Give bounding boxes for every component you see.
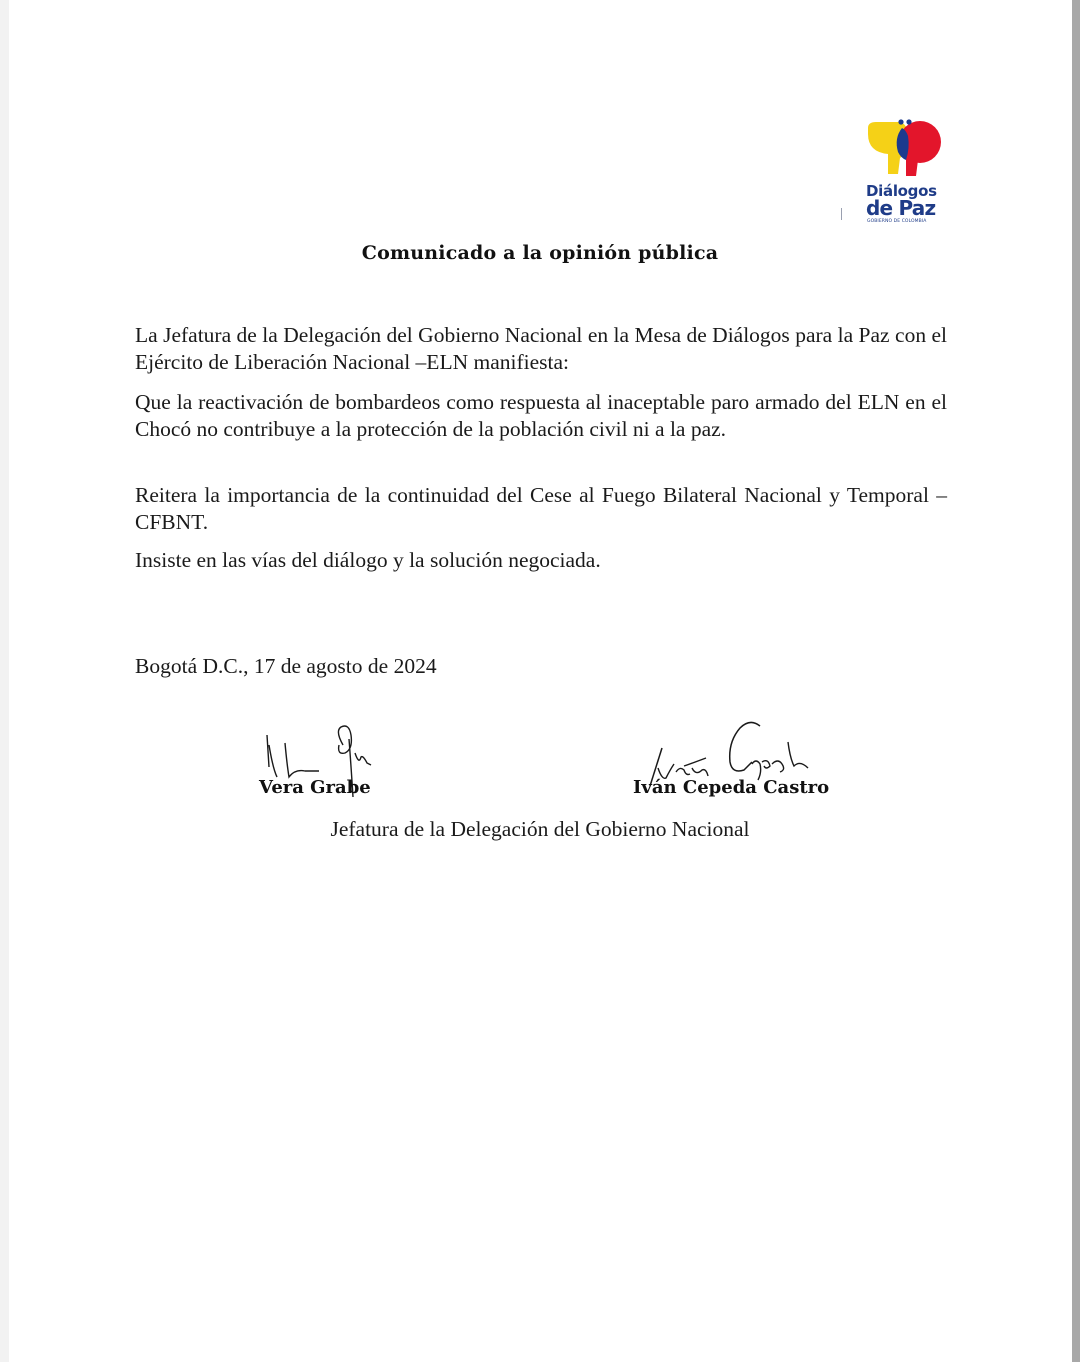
paragraph-intro: La Jefatura de la Delegación del Gobierno Nacional en la Mesa de Diálogos para la Paz con el Ejército de Liberación Nacional –ELN manifiesta: xyxy=(135,323,947,374)
signatory-name-ivan-cepeda-castro: Iván Cepeda Castro xyxy=(633,777,830,798)
dialogos-de-paz-logo-icon xyxy=(864,118,944,180)
dialogos-de-paz-logo xyxy=(862,118,946,228)
logo-artifact-mark xyxy=(841,208,842,220)
place-date: Bogotá D.C., 17 de agosto de 2024 xyxy=(135,654,437,678)
signatory-role: Jefatura de la Delegación del Gobierno Nacional xyxy=(330,817,750,841)
page-edge-left xyxy=(0,0,9,1362)
paragraph-bombardeos: Que la reactivación de bombardeos como respuesta al inaceptable paro armado del ELN en el Chocó no contribuye a la protección de la población civil ni a la paz. xyxy=(135,390,947,441)
logo-text-dialogos: Diálogos xyxy=(866,182,937,200)
logo-text-de-paz: de Paz xyxy=(866,196,936,220)
page-edge-right xyxy=(1072,0,1080,1362)
logo-subtitle: GOBIERNO DE COLOMBIA xyxy=(867,219,927,224)
signatory-name-vera-grabe: Vera Grabe xyxy=(259,777,371,798)
paragraph-dialogo: Insiste en las vías del diálogo y la solución negociada. xyxy=(135,548,601,572)
paragraph-cese-al-fuego: Reitera la importancia de la continuidad del Cese al Fuego Bilateral Nacional y Temporal –CFBNT. xyxy=(135,483,947,534)
document-title: Comunicado a la opinión pública xyxy=(361,242,719,264)
